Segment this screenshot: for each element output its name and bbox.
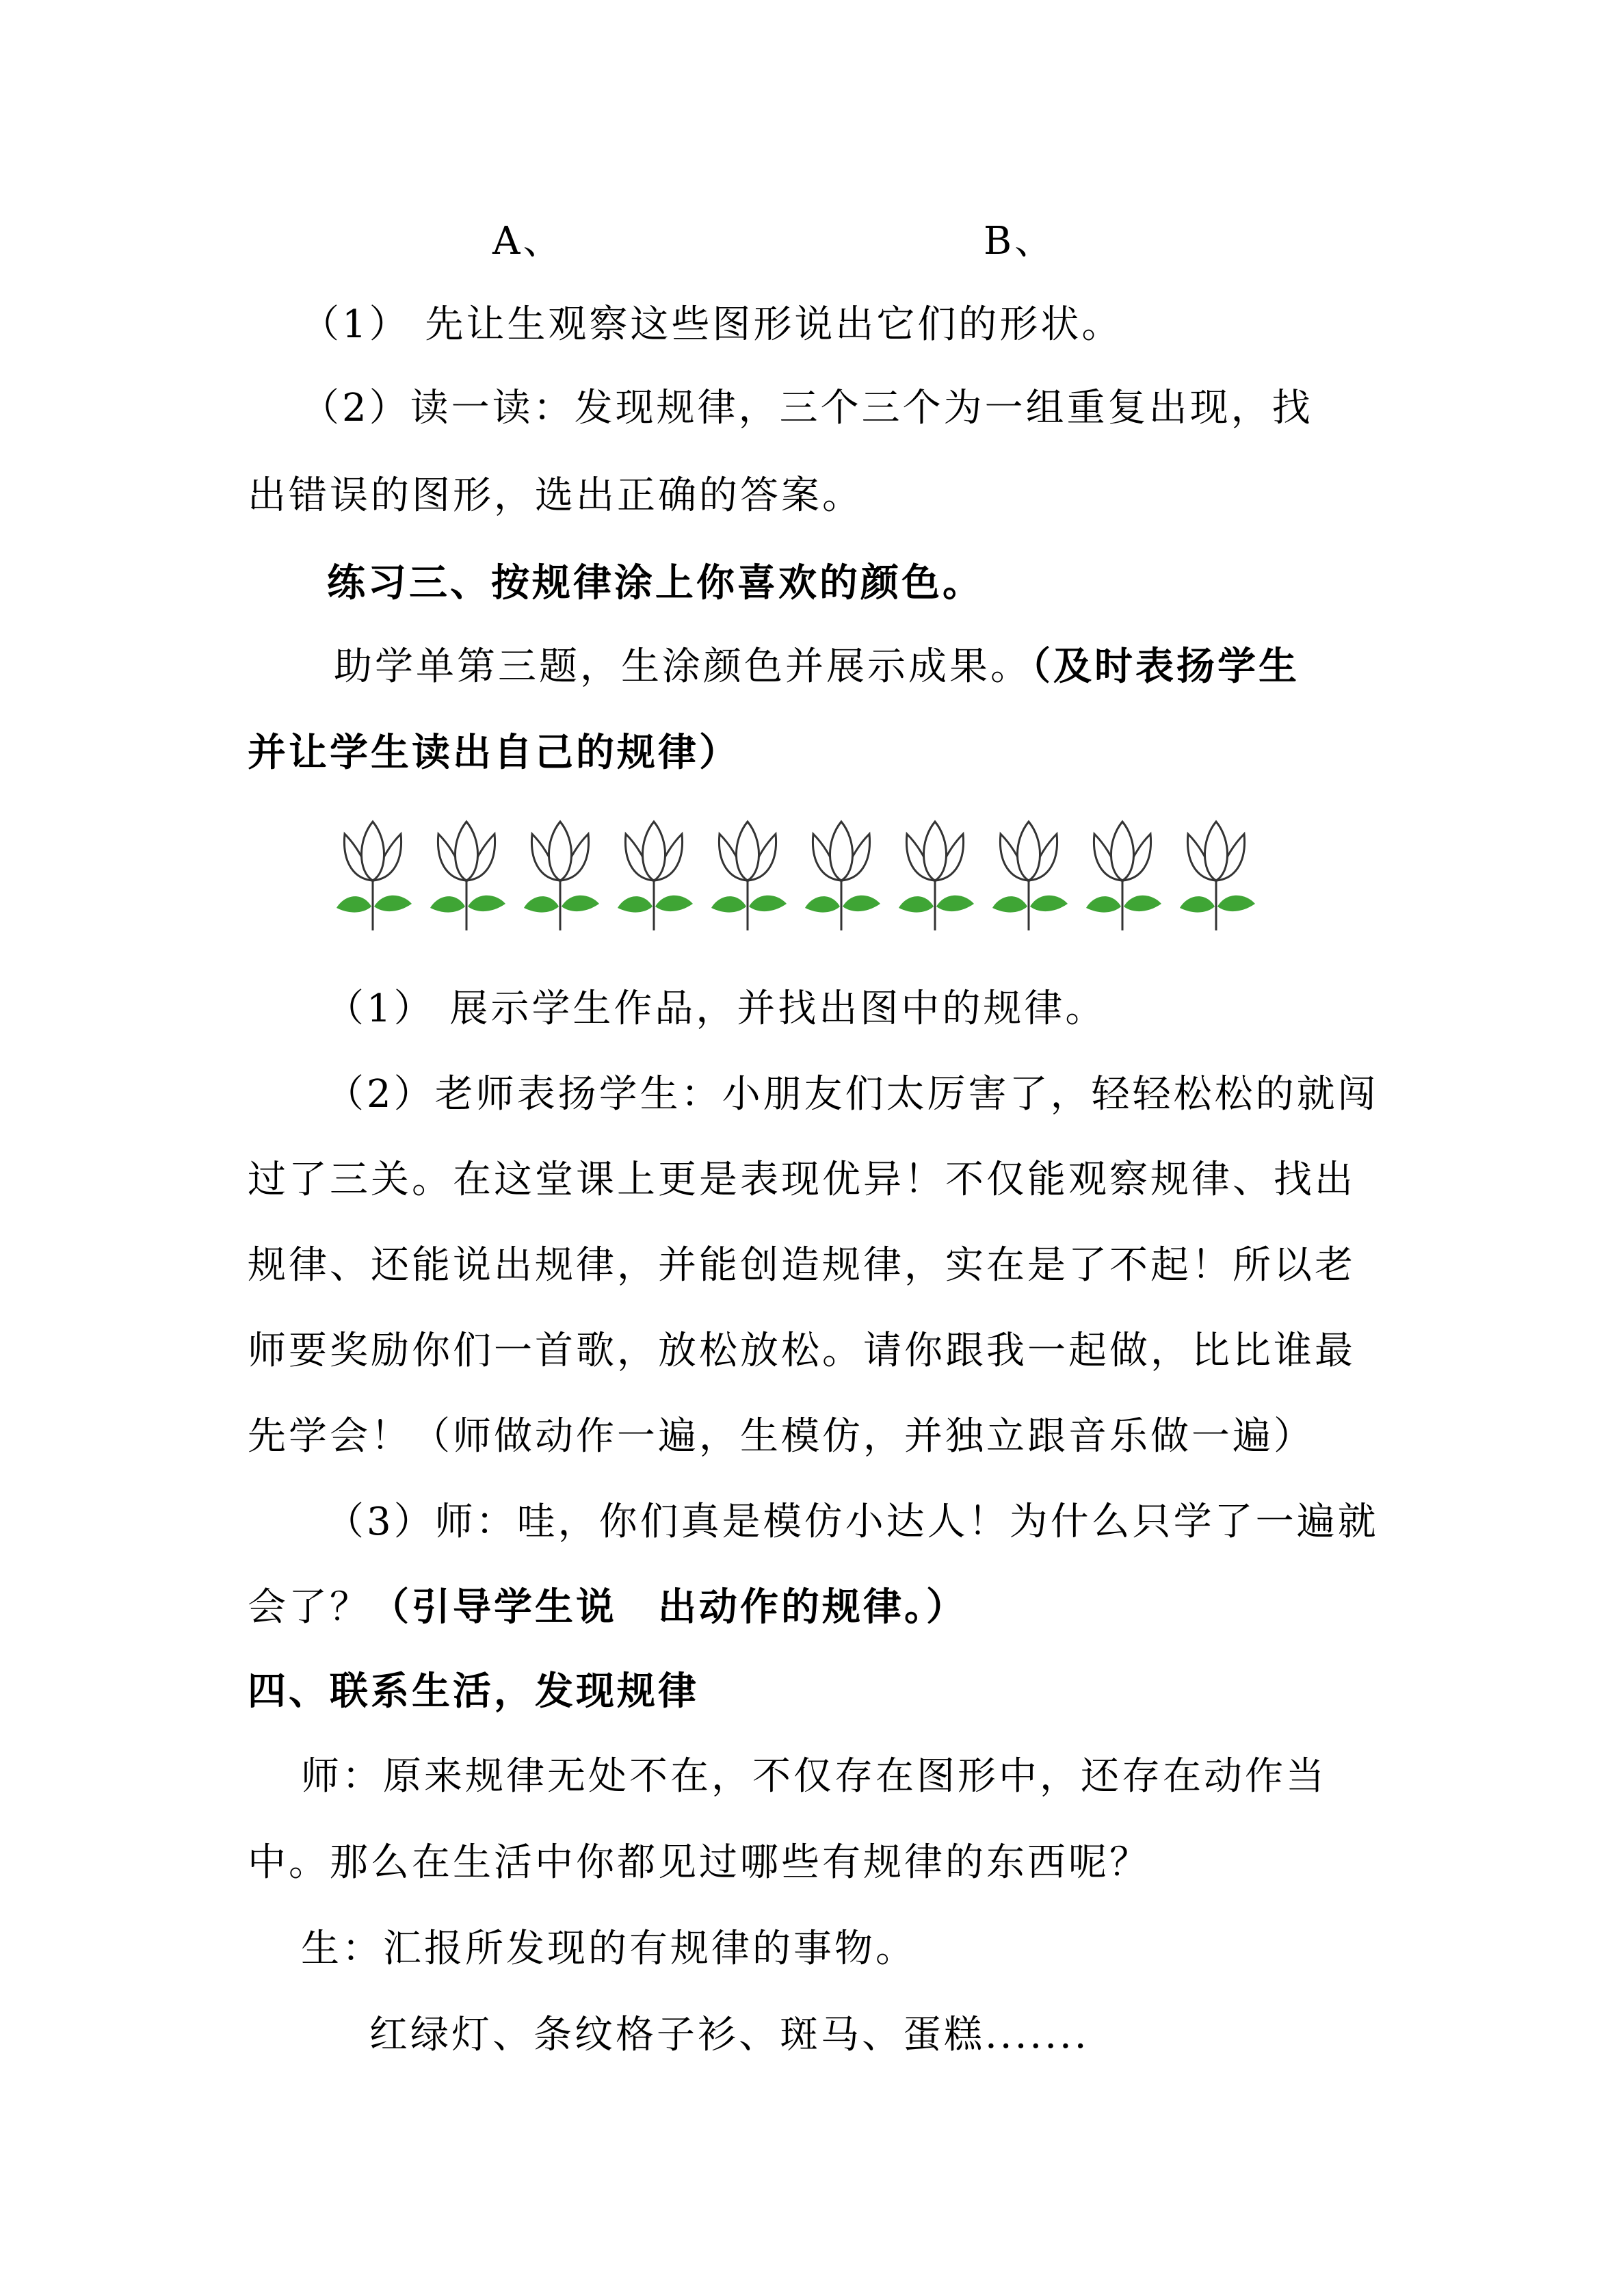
ex3-intro-line2: 并让学生读出自己的规律）	[248, 731, 740, 775]
tulip-icon	[805, 822, 880, 930]
ex3-step2-line5: 先学会！（师做动作一遍，生模仿，并独立跟音乐做一遍）	[248, 1414, 1315, 1459]
tulip-icon	[618, 822, 693, 930]
ex3-step3-line1: （3）师：哇，你们真是模仿小达人！为什么只学了一遍就	[326, 1500, 1379, 1544]
ex3-intro-text: 助学单第三题，生涂颜色并展示成果。	[334, 644, 1031, 689]
tulip-icon	[430, 822, 505, 930]
tulip-row	[335, 818, 1279, 934]
ex3-intro-line1	[334, 643, 1300, 691]
ex3-step2-line1: （2）老师表扬学生：小朋友们太厉害了，轻轻松松的就闯	[326, 1072, 1379, 1117]
section4-examples: 红绿灯、条纹格子衫、斑马、蛋糕.......	[369, 2013, 1090, 2057]
ex3-step1: （1） 展示学生作品，并找出图中的规律。	[326, 987, 1107, 1031]
ex3-step3-text: 会了？	[248, 1585, 371, 1630]
ex3-intro-note: （及时表扬学生	[1031, 644, 1300, 689]
option-b-label: B、	[984, 219, 1056, 263]
tulip-icon	[1180, 822, 1255, 930]
tulip-icon	[711, 822, 787, 930]
tulip-icon	[992, 822, 1068, 930]
tulip-icon	[524, 822, 599, 930]
ex3-step2-line3: 规律、还能说出规律，并能创造规律，实在是了不起！所以老	[248, 1243, 1356, 1288]
ex3-step2-line2: 过了三关。在这堂课上更是表现优异！不仅能观察规律、找出	[248, 1158, 1356, 1202]
tulip-icon	[1086, 822, 1161, 930]
ex3-step3-note: （引导学生说 出动作的规律。）	[371, 1585, 967, 1630]
section4-teacher-line1: 师：原来规律无处不在，不仅存在图形中，还存在动作当	[301, 1754, 1327, 1799]
tulip-icon	[899, 822, 974, 930]
ex2-step1: （1） 先让生观察这些图形说出它们的形状。	[301, 302, 1123, 347]
section4-student: 生：汇报所发现的有规律的事物。	[301, 1927, 917, 1971]
option-a-label: A、	[492, 219, 564, 263]
section4-teacher-line2: 中。那么在生活中你都见过哪些有规律的东西呢？	[248, 1840, 1150, 1885]
ex3-step2-line4: 师要奖励你们一首歌，放松放松。请你跟我一起做，比比谁最	[248, 1329, 1356, 1373]
ex2-step2-line1: （2）读一读：发现规律，三个三个为一组重复出现，找	[301, 386, 1313, 430]
ex2-step2-line2: 出错误的图形，选出正确的答案。	[248, 473, 863, 518]
ex3-title: 练习三、按规律涂上你喜欢的颜色。	[327, 561, 984, 605]
ex3-step3-line2	[248, 1584, 967, 1632]
section4-title: 四、联系生活，发现规律	[248, 1669, 699, 1714]
tulip-icon	[337, 822, 412, 930]
